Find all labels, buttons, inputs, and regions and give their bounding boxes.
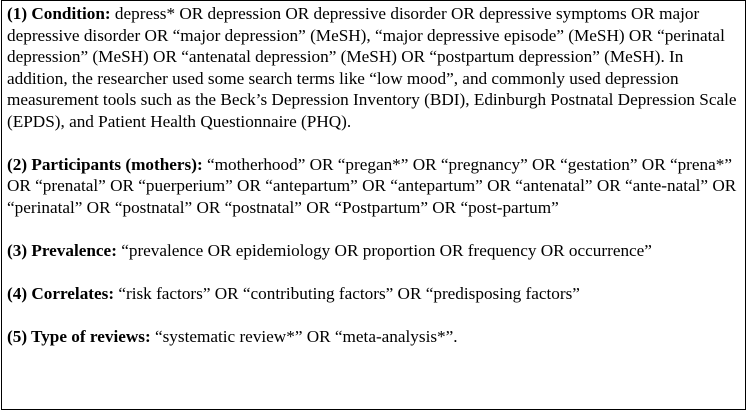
search-terms-content: [7, 3, 743, 347]
section-text: depress* OR depression OR depressive disorder OR depressive symptoms OR major depressive disorder OR “major depression” (MeSH), “major depressive episode” (MeSH) OR “perinatal depression” (MeSH) OR “antenatal depression” (MeSH) OR “postpartum depression” (MeSH). In addition, the researcher used some search terms like “low mood”, and commonly used depression measurement tools such as the Beck’s Depression Inventory (BDI), Edinburgh Postnatal Depression Scale (EPDS), and Patient Health Questionnaire (PHQ).: [7, 4, 737, 131]
section-text: “systematic review*” OR “meta-analysis*”.: [150, 326, 458, 346]
section-text: “risk factors” OR “contributing factors” OR “predisposing factors”: [114, 283, 580, 303]
section-label: (4) Correlates:: [7, 283, 115, 303]
section-text: “motherhood” OR “pregan*” OR “pregnancy” OR “gestation” OR “prena*” OR “prenatal” OR “puerperium” OR “antepartum” OR “antepartum” OR “antenatal” OR “ante-natal” OR “perinatal” OR “postnatal” OR “postnatal” OR “Postpartum” OR “post-partum”: [7, 154, 737, 217]
section-correlates: [7, 283, 743, 305]
section-condition: [7, 3, 743, 132]
section-prevalence: [7, 240, 743, 262]
section-label: (2) Participants (mothers):: [7, 154, 203, 174]
section-label: (5) Type of reviews:: [7, 326, 151, 346]
section-label: (1) Condition:: [7, 4, 111, 23]
section-participants: [7, 154, 743, 219]
section-label: (3) Prevalence:: [7, 240, 117, 260]
section-review-type: [7, 326, 743, 348]
section-text: “prevalence OR epidemiology OR proportion OR frequency OR occurrence”: [116, 240, 652, 260]
